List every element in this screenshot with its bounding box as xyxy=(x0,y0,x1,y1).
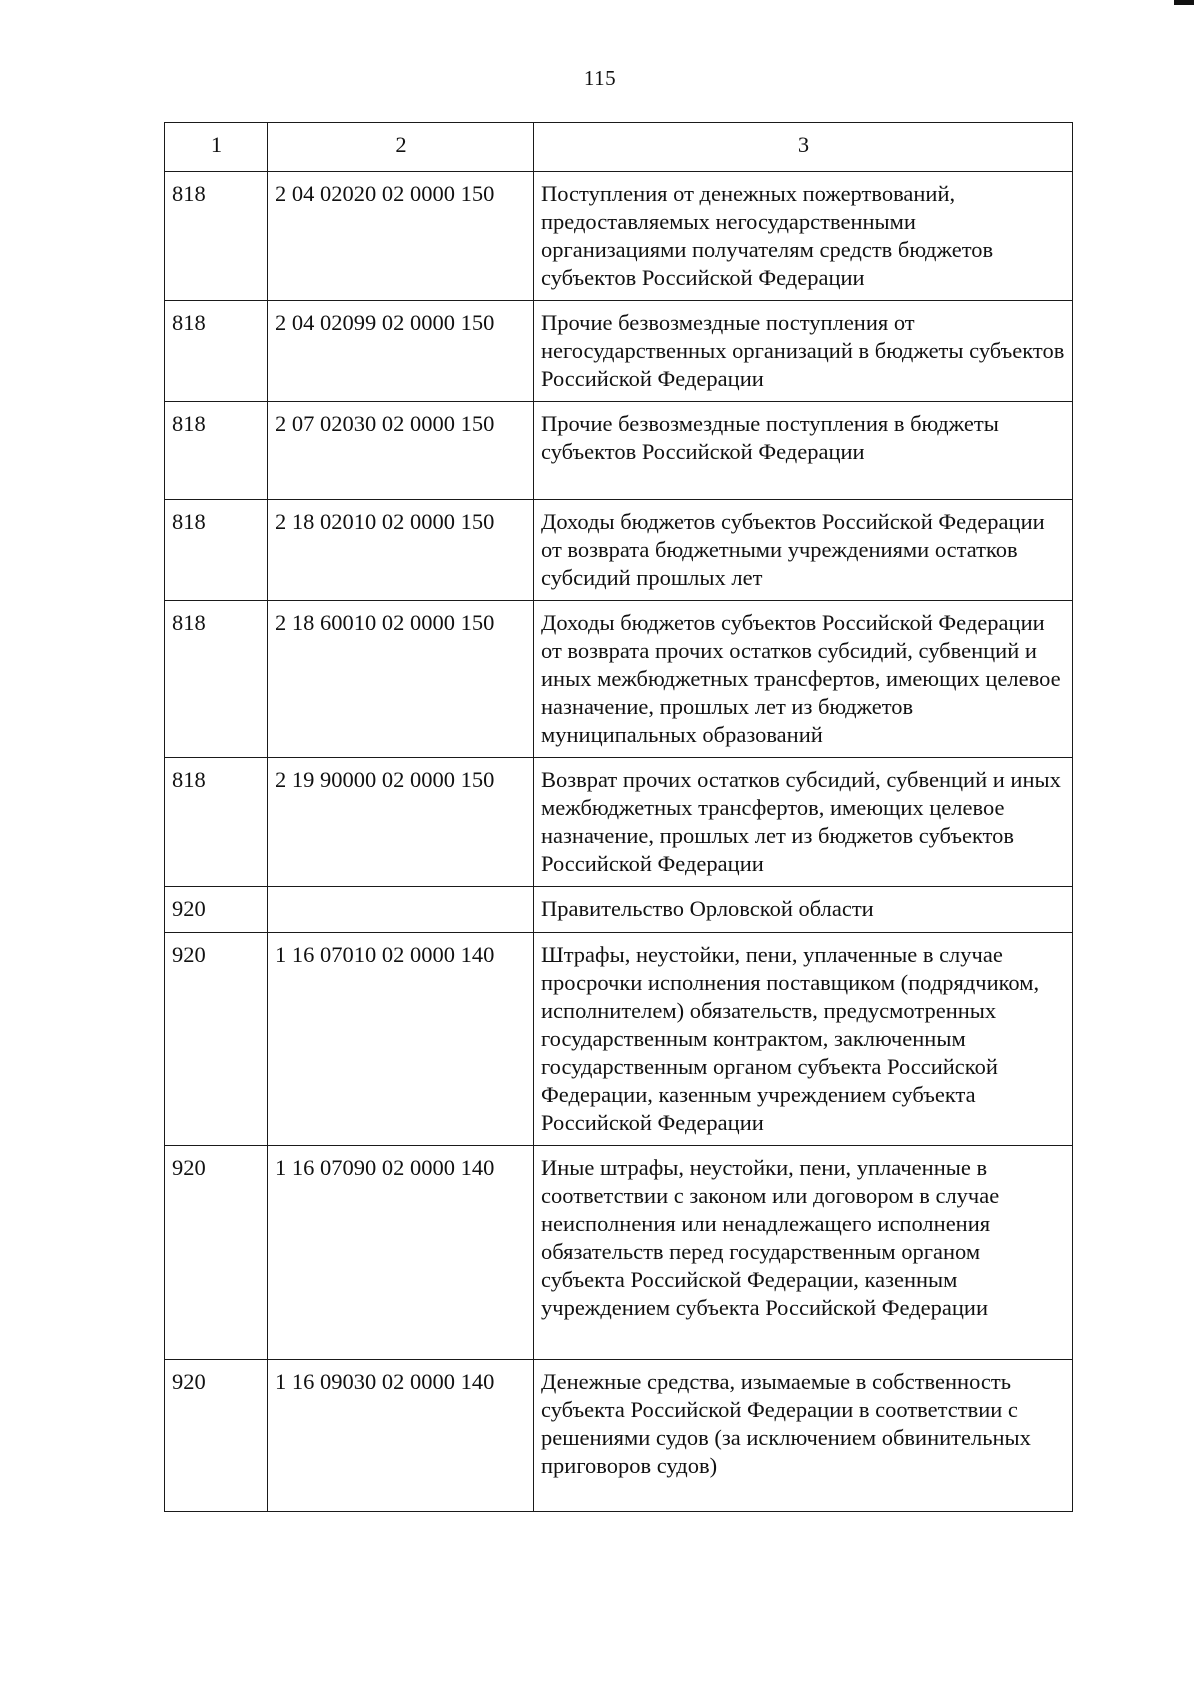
admin-code-cell: 920 xyxy=(165,1360,268,1512)
description-cell: Денежные средства, изымаемые в собственность субъекта Российской Федерации в соответствии с решениями судов (за исключением обвинительных приговоров судов) xyxy=(534,1360,1073,1512)
description-cell: Иные штрафы, неустойки, пени, уплаченные в соответствии с законом или договором в случае неисполнения или ненадлежащего исполнения обязательств перед государственным органом субъекта Российской Федерации, казенным учреждением субъекта Российской Федерации xyxy=(534,1146,1073,1360)
table-header-row xyxy=(165,123,1073,172)
revenue-code-cell: 1 16 07010 02 0000 140 xyxy=(268,933,534,1146)
admin-code-cell: 818 xyxy=(165,500,268,601)
description-cell: Доходы бюджетов субъектов Российской Федерации от возврата прочих остатков субсидий, субвенций и иных межбюджетных трансфертов, имеющих целевое назначение, прошлых лет из бюджетов муниципальных образований xyxy=(534,601,1073,758)
table-row xyxy=(165,933,1073,1146)
table-row xyxy=(165,887,1073,933)
revenue-codes-table xyxy=(164,122,1073,1512)
table-row xyxy=(165,601,1073,758)
admin-code-cell: 818 xyxy=(165,402,268,500)
column-header-1: 1 xyxy=(165,123,268,172)
description-cell: Штрафы, неустойки, пени, уплаченные в случае просрочки исполнения поставщиком (подрядчиком, исполнителем) обязательств, предусмотренных государственным контрактом, заключенным государственным органом субъекта Российской Федерации, казенным учреждением субъекта Российской Федерации xyxy=(534,933,1073,1146)
revenue-code-cell xyxy=(268,887,534,933)
revenue-code-cell: 2 18 60010 02 0000 150 xyxy=(268,601,534,758)
column-header-2: 2 xyxy=(268,123,534,172)
table-row xyxy=(165,1146,1073,1360)
revenue-code-cell: 2 18 02010 02 0000 150 xyxy=(268,500,534,601)
table-row xyxy=(165,758,1073,887)
table-row xyxy=(165,500,1073,601)
column-header-3: 3 xyxy=(534,123,1073,172)
description-cell: Доходы бюджетов субъектов Российской Федерации от возврата бюджетными учреждениями остатков субсидий прошлых лет xyxy=(534,500,1073,601)
table-row xyxy=(165,1360,1073,1512)
table-row xyxy=(165,301,1073,402)
revenue-code-cell: 1 16 07090 02 0000 140 xyxy=(268,1146,534,1360)
admin-code-cell: 920 xyxy=(165,887,268,933)
table-row xyxy=(165,402,1073,500)
page-number: 115 xyxy=(583,66,617,90)
revenue-code-cell: 2 04 02020 02 0000 150 xyxy=(268,172,534,301)
description-cell: Правительство Орловской области xyxy=(534,887,1073,933)
description-cell: Прочие безвозмездные поступления в бюджеты субъектов Российской Федерации xyxy=(534,402,1073,500)
description-cell: Прочие безвозмездные поступления от негосударственных организаций в бюджеты субъектов Российской Федерации xyxy=(534,301,1073,402)
revenue-code-cell: 2 04 02099 02 0000 150 xyxy=(268,301,534,402)
admin-code-cell: 818 xyxy=(165,601,268,758)
description-cell: Возврат прочих остатков субсидий, субвенций и иных межбюджетных трансфертов, имеющих целевое назначение, прошлых лет из бюджетов субъектов Российской Федерации xyxy=(534,758,1073,887)
table-row xyxy=(165,172,1073,301)
revenue-code-cell: 2 07 02030 02 0000 150 xyxy=(268,402,534,500)
description-cell: Поступления от денежных пожертвований, предоставляемых негосударственными организациями получателям средств бюджетов субъектов Российской Федерации xyxy=(534,172,1073,301)
admin-code-cell: 818 xyxy=(165,758,268,887)
corner-mark xyxy=(1174,0,1194,5)
admin-code-cell: 920 xyxy=(165,1146,268,1360)
admin-code-cell: 818 xyxy=(165,301,268,402)
revenue-code-cell: 1 16 09030 02 0000 140 xyxy=(268,1360,534,1512)
revenue-code-cell: 2 19 90000 02 0000 150 xyxy=(268,758,534,887)
admin-code-cell: 920 xyxy=(165,933,268,1146)
admin-code-cell: 818 xyxy=(165,172,268,301)
